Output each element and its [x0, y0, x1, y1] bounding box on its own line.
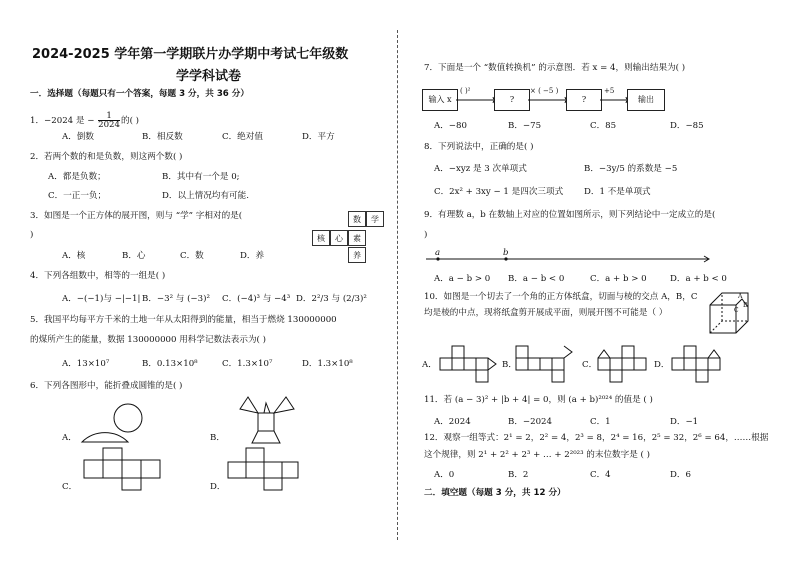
flow-arrows: [456, 99, 628, 101]
q12-option-b[interactable]: B．2: [508, 470, 529, 480]
q9-option-c[interactable]: C．a + b > 0: [590, 274, 647, 284]
cube-point-b: B: [743, 302, 748, 309]
cone-net-figure-d: [226, 446, 306, 492]
net-cell: 心: [330, 230, 348, 246]
q6-label-c[interactable]: C．: [62, 482, 78, 492]
net-cell: 素: [348, 230, 366, 246]
exam-title-line1: 2024-2025 学年第一学期联片办学期中考试七年级数: [32, 47, 349, 62]
cone-net-figure-a: [80, 400, 160, 445]
flow-op-add: +5: [604, 87, 615, 95]
q11-option-c[interactable]: C．1: [590, 417, 611, 427]
q4-option-a[interactable]: A．−(−1)与 −|−1|: [62, 294, 141, 304]
q12-option-a[interactable]: A．0: [434, 470, 455, 480]
q1-option-b[interactable]: B．相反数: [142, 132, 183, 142]
q7-option-b[interactable]: B．−75: [508, 121, 542, 131]
q4-option-c[interactable]: C．(−4)³ 与 −4³: [222, 294, 291, 304]
q10-label-b[interactable]: B．: [502, 360, 517, 370]
exam-title-line2: 学学科试卷: [176, 69, 242, 84]
q4-option-d[interactable]: D．2²/3 与 (2/3)²: [296, 294, 367, 304]
q3-option-d[interactable]: D．养: [240, 251, 265, 261]
net-cell: 数: [348, 211, 366, 227]
column-divider: [397, 30, 398, 540]
net-cell: 养: [348, 247, 366, 263]
q9-option-b[interactable]: B．a − b < 0: [508, 274, 565, 284]
q3-stem: 3．如图是一个正方体的展开图，则与 “学” 字相对的是(: [30, 211, 243, 221]
q11-option-d[interactable]: D．−1: [670, 417, 699, 427]
q6-stem: 6．下列各图形中，能折叠成圆锥的是( ): [30, 381, 183, 391]
section1-title: 一．选择题（每题只有一个答案，每题 3 分，共 36 分）: [30, 89, 249, 99]
cube-point-c: C: [734, 307, 739, 314]
q2-option-c[interactable]: C．一正一负；: [48, 191, 107, 201]
q9-stem-end: ): [424, 230, 428, 240]
q1-option-d[interactable]: D．平方: [302, 132, 335, 142]
q5-stem-line1: 5．我国平均每平方千米的土地一年从太阳得到的能量，相当于燃烧 130000000: [30, 315, 337, 325]
flow-op-multiply: × ( −5 ): [530, 87, 559, 95]
q5-option-d[interactable]: D．1.3×10⁸: [302, 359, 353, 369]
q8-stem: 8．下列说法中，正确的是( ): [424, 142, 534, 152]
axis-point-a: a: [435, 248, 441, 258]
q4-option-b[interactable]: B．−3² 与 (−3)²: [142, 294, 210, 304]
flow-op-square: ( )²: [460, 87, 471, 95]
q4-stem: 4．下列各组数中，相等的一组是( ): [30, 271, 166, 281]
axis-point-b: b: [503, 248, 509, 258]
q6-label-b[interactable]: B．: [210, 433, 225, 443]
unfold-figure-c: [596, 346, 656, 382]
q10-label-a[interactable]: A．: [422, 360, 437, 370]
q6-label-d[interactable]: D．: [210, 482, 226, 492]
q6-label-a[interactable]: A．: [62, 433, 77, 443]
q8-option-c[interactable]: C．2x² + 3xy − 1 是四次三项式: [434, 187, 564, 197]
q12-stem-line2: 这个规律，则 2¹ + 2² + 2³ + … + 2²⁰²³ 的末位数字是 ( ): [424, 450, 650, 460]
q8-option-a[interactable]: A．−xyz 是 3 次单项式: [434, 164, 527, 174]
q1-option-a[interactable]: A．倒数: [62, 132, 94, 142]
q2-stem: 2．若两个数的和是负数，则这两个数( ): [30, 152, 183, 162]
section2-title: 二．填空题（每题 3 分，共 12 分）: [424, 488, 566, 498]
unfold-figure-d: [670, 346, 730, 382]
q7-stem: 7．下面是一个 “数值转换机” 的示意图．若 x = 4，则输出结果为( ): [424, 63, 686, 73]
q8-option-b[interactable]: B．−3y/5 的系数是 −5: [584, 164, 678, 174]
q11-option-b[interactable]: B．−2024: [508, 417, 552, 427]
unfold-figure-a: [438, 346, 502, 382]
q2-option-d[interactable]: D．以上情况均有可能.: [162, 191, 249, 201]
cube-point-a: A: [738, 293, 743, 300]
q9-option-d[interactable]: D．a + b < 0: [670, 274, 727, 284]
q12-option-d[interactable]: D．6: [670, 470, 691, 480]
q5-stem-line2: 的煤所产生的能量，数据 130000000 用科学记数法表示为( ): [30, 335, 266, 345]
q3-option-b[interactable]: B．心: [122, 251, 146, 261]
q11-option-a[interactable]: A．2024: [434, 417, 471, 427]
cone-net-figure-b: [230, 393, 310, 445]
q1-frac-num: 1: [98, 112, 120, 121]
q10-label-d[interactable]: D．: [654, 360, 670, 370]
net-cell: 学: [366, 211, 384, 227]
q7-option-c[interactable]: C．85: [590, 121, 617, 131]
net-cell: 核: [312, 230, 330, 246]
q5-option-c[interactable]: C．1.3×10⁷: [222, 359, 273, 369]
cone-net-figure-c: [82, 446, 168, 494]
flow-output-box: 输出: [627, 89, 665, 111]
flow-input-box: 输入 x: [422, 89, 458, 111]
q5-option-a[interactable]: A．13×10⁷: [62, 359, 110, 369]
q10-stem-line1: 10．如图是一个切去了一个角的正方体纸盒，切面与棱的交点 A，B，C: [424, 292, 698, 302]
q8-option-d[interactable]: D．1 不是单项式: [584, 187, 651, 197]
q1-option-c[interactable]: C．绝对值: [222, 132, 263, 142]
flow-step1-box: ?: [494, 89, 530, 111]
q11-stem: 11．若 (a − 3)² + |b + 4| = 0，则 (a + b)²⁰²⁴ 的值是 ( ): [424, 395, 653, 405]
q2-option-b[interactable]: B．其中有一个是 0;: [162, 172, 240, 182]
q5-option-b[interactable]: B．0.13×10⁸: [142, 359, 198, 369]
flow-step2-box: ?: [566, 89, 602, 111]
q12-option-c[interactable]: C．4: [590, 470, 611, 480]
q3-option-c[interactable]: C．数: [180, 251, 204, 261]
q3-option-a[interactable]: A．核: [62, 251, 86, 261]
q12-stem-line1: 12．观察一组等式：2¹ = 2，2² = 4，2³ = 8，2⁴ = 16，2⁵ = 32，2⁶ = 64，……根据: [424, 433, 769, 443]
q9-stem: 9．有理数 a，b 在数轴上对应的位置如图所示，则下列结论中一定成立的是(: [424, 210, 716, 220]
q10-label-c[interactable]: C．: [582, 360, 598, 370]
q7-option-d[interactable]: D．−85: [670, 121, 704, 131]
number-line: [424, 249, 714, 265]
q1-frac-den: 2024: [98, 120, 120, 130]
q9-option-a[interactable]: A．a − b > 0: [434, 274, 491, 284]
unfold-figure-b: [514, 346, 578, 382]
q7-option-a[interactable]: A．−80: [434, 121, 467, 131]
q3-stem-end: ): [30, 230, 34, 240]
q2-option-a[interactable]: A．都是负数；: [48, 172, 106, 182]
q10-stem-line2: 均是棱的中点，现将纸盒剪开展成平面，则展开图不可能是（ ）: [424, 308, 668, 318]
q1-stem: 1．−2024 是 − $\frac{1}{2024}$ 的( ): [30, 111, 140, 130]
